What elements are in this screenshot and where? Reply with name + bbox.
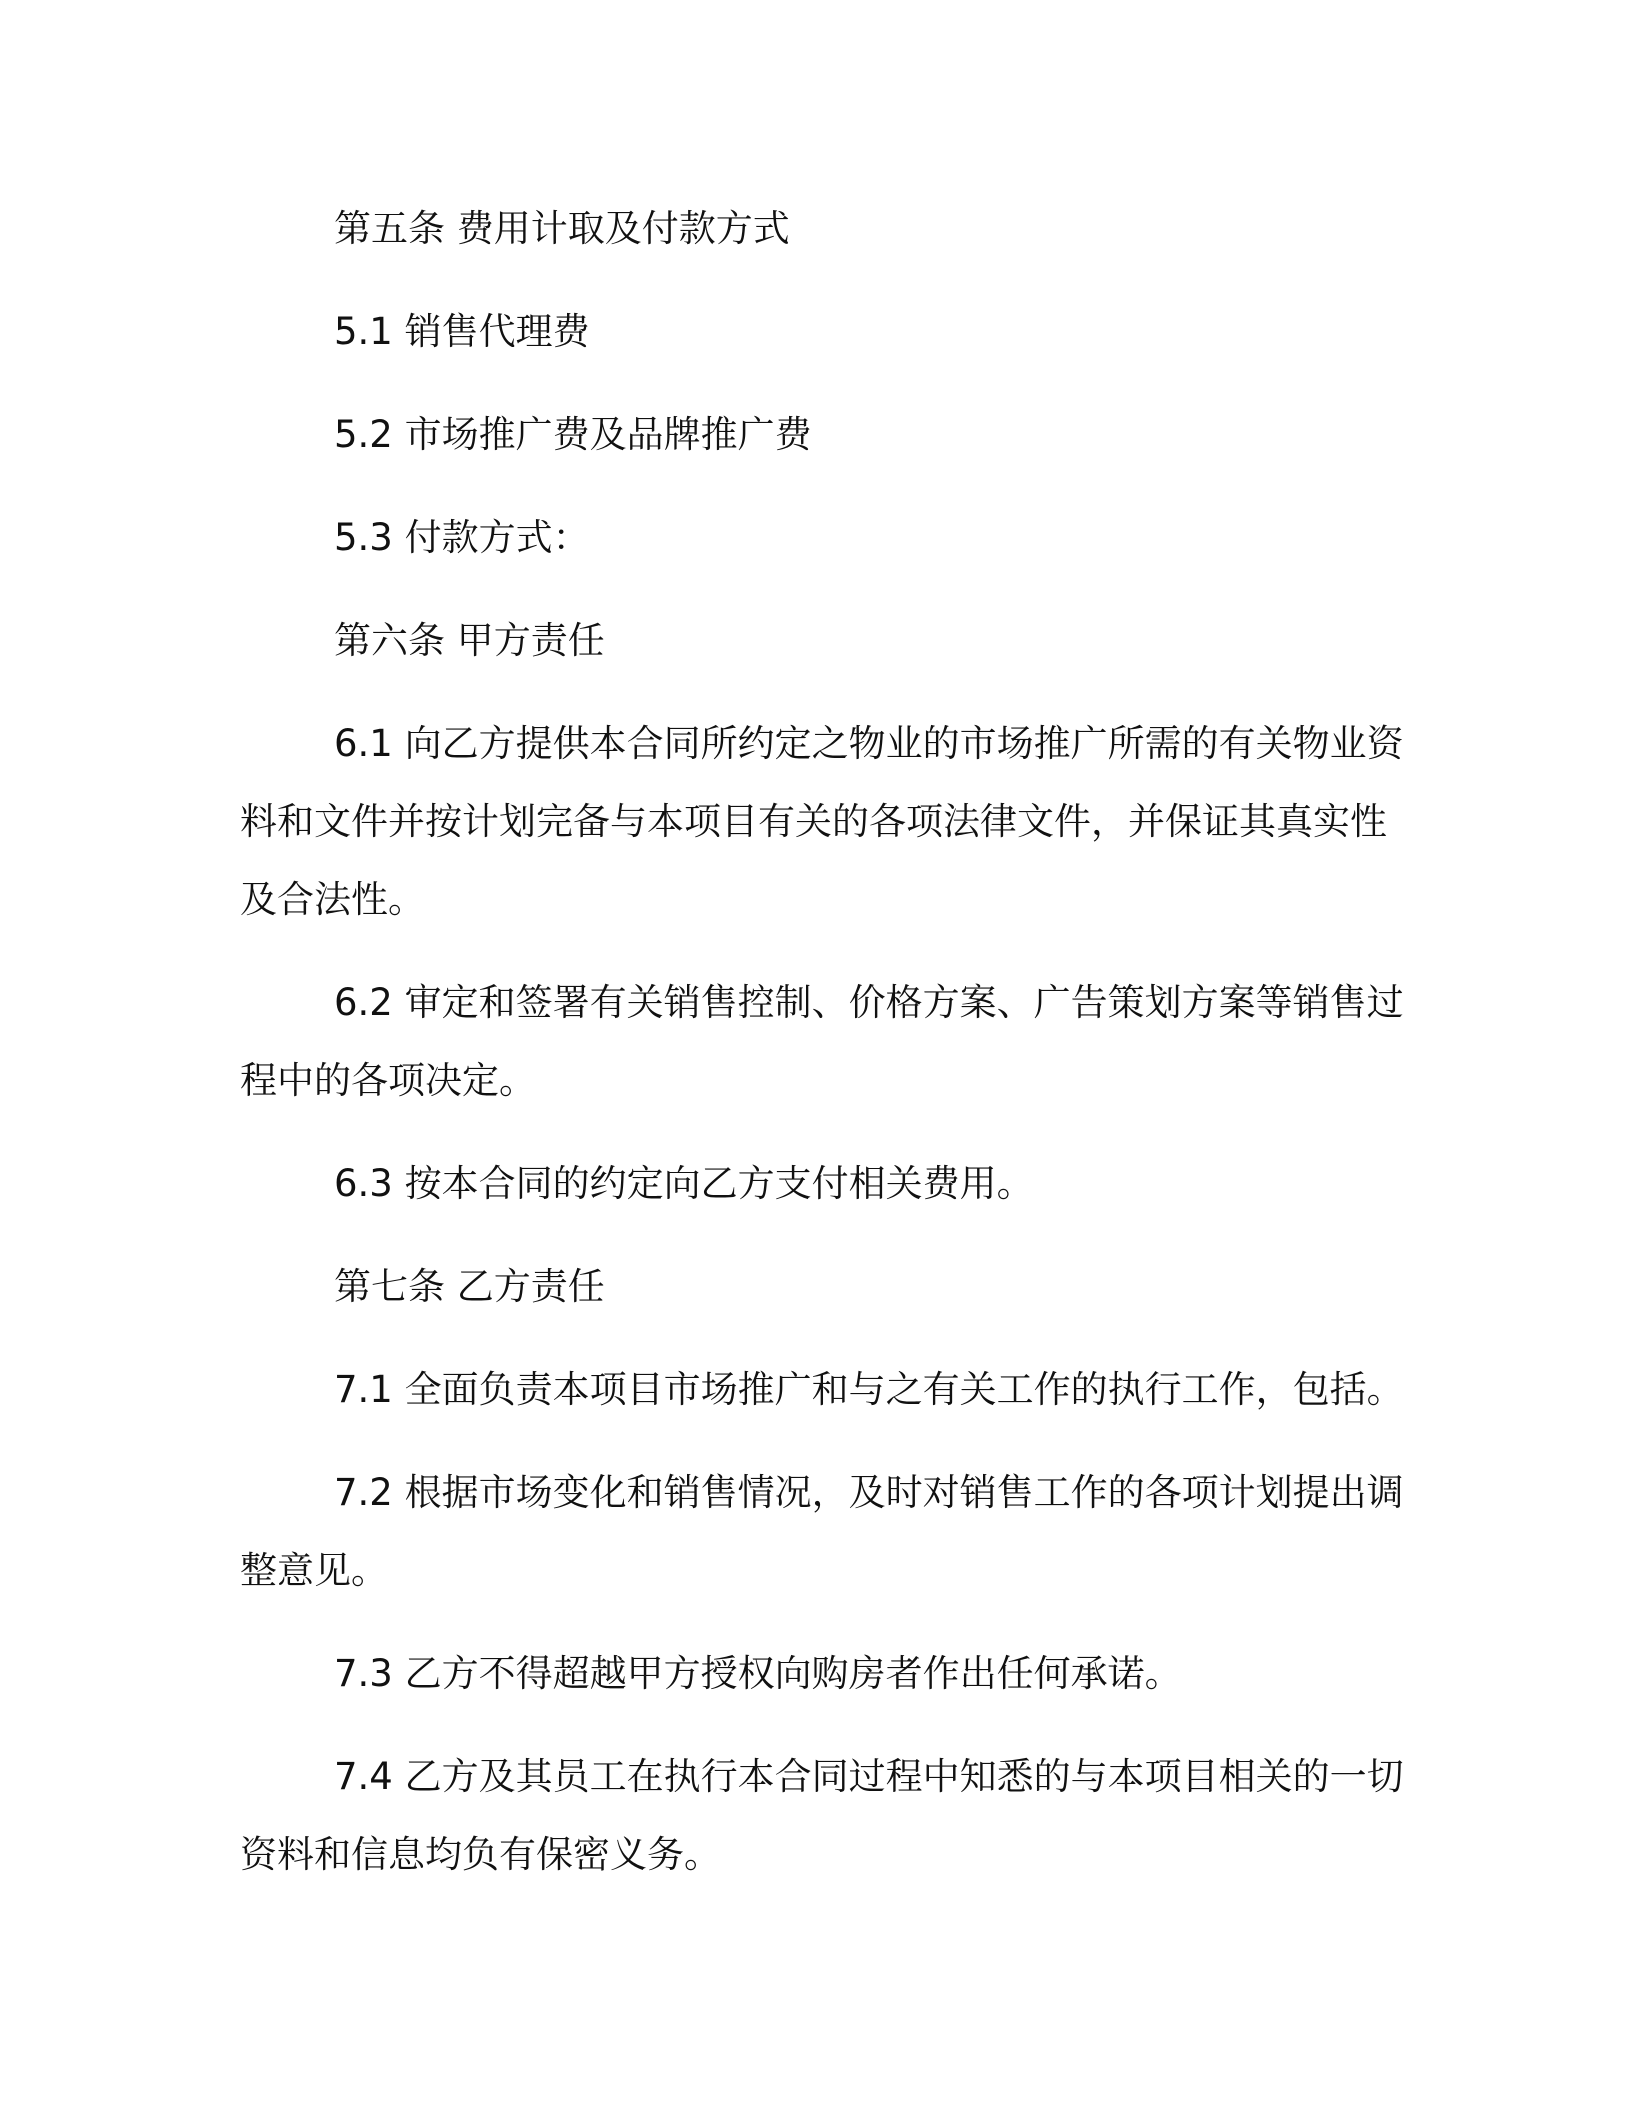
clause-7-2: 7.2 根据市场变化和销售情况，及时对销售工作的各项计划提出调整意见。 [240, 1471, 1404, 1592]
article-6-heading: 第六条 甲方责任 [334, 619, 605, 662]
clause-7-1: 7.1 全面负责本项目市场推广和与之有关工作的执行工作，包括。 [334, 1368, 1404, 1411]
clause-7-4: 7.4 乙方及其员工在执行本合同过程中知悉的与本项目相关的一切资料和信息均负有保密义务。 [240, 1755, 1404, 1876]
clause-5-1: 5.1 销售代理费 [334, 310, 590, 353]
clause-5-3: 5.3 付款方式： [334, 516, 590, 559]
clause-5-2: 5.2 市场推广费及品牌推广费 [334, 413, 812, 456]
clause-7-3: 7.3 乙方不得超越甲方授权向购房者作出任何承诺。 [334, 1652, 1182, 1695]
article-5-heading: 第五条 费用计取及付款方式 [334, 207, 790, 250]
clause-6-2: 6.2 审定和签署有关销售控制、价格方案、广告策划方案等销售过程中的各项决定。 [240, 981, 1404, 1102]
clause-6-3: 6.3 按本合同的约定向乙方支付相关费用。 [334, 1162, 1034, 1205]
clause-6-1: 6.1 向乙方提供本合同所约定之物业的市场推广所需的有关物业资料和文件并按计划完备与本项目有关的各项法律文件，并保证其真实性及合法性。 [240, 722, 1404, 921]
document-body [240, 190, 1420, 1919]
article-7-heading: 第七条 乙方责任 [334, 1265, 605, 1308]
